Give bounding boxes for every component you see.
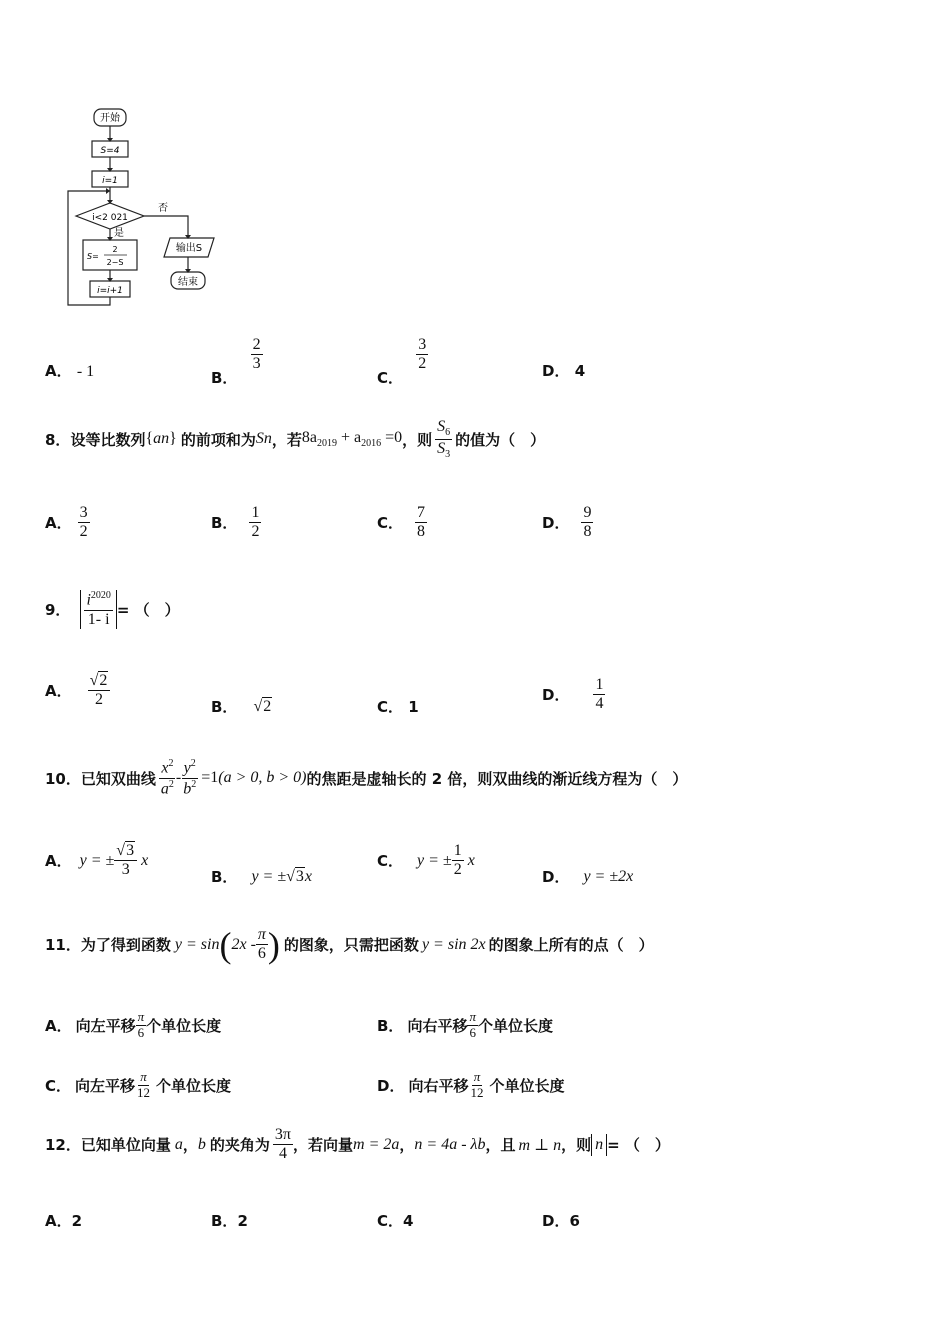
q8-option-b[interactable]: B． $\frac{1}{2}$ xyxy=(211,504,260,541)
q10-option-b[interactable]: B． y = ± √3 x xyxy=(211,867,313,886)
flow-assign-lhs: S= xyxy=(87,252,99,261)
q11-option-c[interactable]: C． 向左平移 $\frac{\pi}{12}$ 个单位长度 xyxy=(45,1069,232,1100)
question-11: 11． 为了得到函数 y = sin ( 2x - $\frac{\pi}{6}$ ) 的图象，只需把函数 y = sin 2x 的图象上所有的点（ ） xyxy=(45,924,654,965)
q7-option-d[interactable]: D． 4 xyxy=(542,362,586,380)
q8-option-a[interactable]: A． $\frac{3}{2}$ xyxy=(45,504,88,541)
q10-number: 10． xyxy=(45,769,81,788)
flow-increment-label: i=i+1 xyxy=(97,286,123,296)
q7-option-a[interactable]: A． - 1 xyxy=(45,362,95,380)
flow-output-label: 输出S xyxy=(175,243,203,254)
q9-option-b[interactable]: B． √2 xyxy=(211,697,272,716)
q11-number: 11． xyxy=(45,936,81,955)
q11-option-b[interactable]: B． 向右平移 $\frac{\pi}{6}$ 个单位长度 xyxy=(377,1009,553,1040)
question-12: 12． 已知单位向量 a ， b 的夹角为 $\frac{3\pi}{4}$ ，若向量 m = 2a ， n = 4a - λb ，且 m ⊥ n ，则 n = （ ） xyxy=(45,1126,670,1163)
flow-assign-num: 2 xyxy=(112,245,118,254)
flow-condition-label: i<2 021 xyxy=(92,213,128,223)
q10-option-d[interactable]: D． y = ±2x xyxy=(542,867,634,886)
q10-option-c[interactable]: C． y = ± $\frac{1}{2}$ x xyxy=(377,842,475,879)
q9-option-c[interactable]: C． 1 xyxy=(377,698,419,716)
flow-no-label: 否 xyxy=(158,203,168,214)
question-8: 8． 设等比数列 { a n } 的前项和为 S n ，若 $8a_{2019} + a_{2016} =0$ ，则 $\frac{S_6}{S_3}$ 的值为（ ） xyxy=(45,418,546,460)
q7-option-b[interactable]: B． $\frac{2}{3}$ xyxy=(211,336,261,388)
q7-option-c[interactable]: C． $\frac{3}{2}$ xyxy=(377,336,427,388)
q8-option-c[interactable]: C． $\frac{7}{8}$ xyxy=(377,504,426,541)
q7-option-a-value: - 1 xyxy=(76,363,95,380)
q12-number: 12． xyxy=(45,1136,81,1155)
q8-option-d[interactable]: D． $\frac{9}{8}$ xyxy=(542,504,592,541)
q11-option-a[interactable]: A． 向左平移 $\frac{\pi}{6}$ 个单位长度 xyxy=(45,1009,222,1040)
question-9: 9． $\frac{i^{2020}}{1- i}$ = （ ） xyxy=(45,590,180,628)
flow-start-label: 开始 xyxy=(100,113,120,124)
flowchart xyxy=(60,100,230,315)
q9-option-a[interactable]: A． $\frac{√2}{2}$ xyxy=(45,672,110,710)
flow-assign-den: 2−S xyxy=(106,258,124,267)
flow-end-label: 结束 xyxy=(178,277,198,288)
question-10: 10． 已知双曲线 $\frac{x^2}{a^2}$ - $\frac{y^2}{b^2}$ =1 (a > 0, b > 0) 的焦距是虚轴长的 2 倍，则双曲线的渐近线方程为（ ） xyxy=(45,758,688,798)
q12-option-b[interactable]: B．2 xyxy=(211,1212,248,1230)
q10-option-a[interactable]: A． y = ± $\frac{√3}{3}$ x xyxy=(45,842,149,879)
q12-option-c[interactable]: C．4 xyxy=(377,1212,414,1230)
flow-init-s-label: S=4 xyxy=(100,146,120,156)
q9-number: 9． xyxy=(45,601,71,620)
q12-option-a[interactable]: A．2 xyxy=(45,1212,83,1230)
q9-option-d[interactable]: D． $\frac{1}{4}$ xyxy=(542,676,604,713)
flow-init-i-label: i=1 xyxy=(102,176,118,186)
q8-number: 8． xyxy=(45,430,71,449)
q12-option-d[interactable]: D．6 xyxy=(542,1212,580,1230)
flow-yes-label: 是 xyxy=(114,228,124,239)
q11-option-d[interactable]: D． 向右平移 $\frac{\pi}{12}$ 个单位长度 xyxy=(377,1069,565,1100)
